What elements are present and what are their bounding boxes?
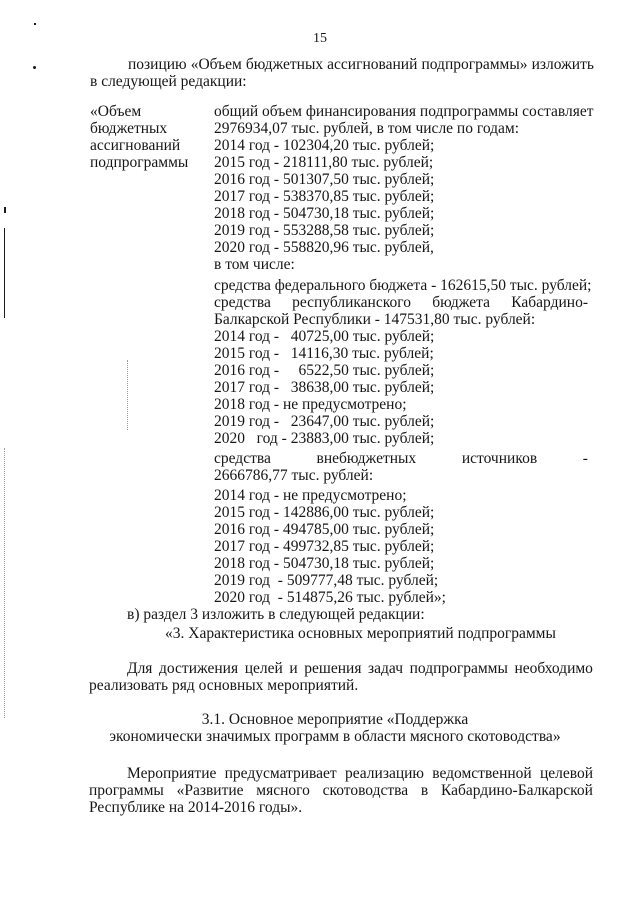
word: в (420, 782, 429, 799)
word: и (289, 660, 298, 677)
extra-year-row: 2017 год - 499732,85 тыс. рублей; (214, 538, 435, 555)
para2-line-3: Республике на 2014-2016 годы». (89, 799, 303, 816)
funding-year-row: 2018 год - 504730,18 тыс. рублей; (214, 205, 435, 222)
scan-mark (4, 207, 6, 213)
word: целевой (539, 765, 593, 782)
word: целей (244, 660, 283, 677)
extra-year-row: 2016 год - 494785,00 тыс. рублей; (214, 521, 435, 538)
funding-year-row: 2017 год - 538370,85 тыс. рублей; (214, 188, 435, 205)
word: скотоводства (322, 782, 409, 799)
word: достижения (159, 660, 239, 677)
intro-line-1 (128, 56, 594, 73)
word: необходимо (514, 660, 593, 677)
republic-budget-line-1 (214, 294, 588, 311)
word: позицию (128, 56, 187, 73)
republic-year-row: 2019 год - 23647,00 тыс. рублей; (214, 413, 435, 430)
scan-mark (33, 66, 36, 69)
word: Мероприятие (127, 765, 217, 782)
word: республиканского (292, 294, 411, 311)
word: решения (304, 660, 362, 677)
scan-mark (4, 228, 5, 318)
scan-mark (127, 360, 128, 430)
extra-year-row: 2019 год - 509777,48 тыс. рублей; (214, 572, 439, 589)
word: «Развитие (176, 782, 244, 799)
passport-label-line: «Объем (90, 103, 142, 120)
subsection-heading-line-2: экономически значимых программ в области мясного скотоводства» (109, 728, 561, 745)
republic-budget-line-2: Балкарской Республики - 147531,80 тыс. рублей: (214, 311, 536, 328)
word: изложить (531, 56, 594, 73)
word: Для (127, 660, 153, 677)
funding-year-row: 2014 год - 102304,20 тыс. рублей; (214, 137, 435, 154)
republic-year-row: 2015 год - 14116,30 тыс. рублей; (214, 345, 434, 362)
extra-budget-line-2: 2666786,77 тыс. рублей: (214, 467, 374, 484)
funding-year-row: 2016 год - 501307,50 тыс. рублей; (214, 171, 435, 188)
republic-year-row: 2020 год - 23883,00 тыс. рублей; (214, 430, 435, 447)
word: задач (368, 660, 403, 677)
funding-total-line-2: 2976934,07 тыс. рублей, в том числе по годам: (214, 120, 520, 137)
page-number: 15 (313, 31, 327, 46)
federal-budget-line: средства федерального бюджета - 162615,50 тыс. рублей; (214, 277, 592, 294)
word: источников (461, 450, 538, 467)
word: бюджетных (245, 56, 324, 73)
extra-year-row: 2020 год - 514875,26 тыс. рублей»; (214, 589, 446, 606)
word: мясного (256, 782, 310, 799)
word: «Объем (190, 56, 242, 73)
word: предусматривает (224, 765, 337, 782)
passport-label-line: ассигнований (90, 137, 181, 154)
word: программы (89, 782, 164, 799)
passport-label-line: бюджетных (90, 120, 168, 137)
word: реализацию (344, 765, 424, 782)
republic-year-row: 2017 год - 38638,00 тыс. рублей; (214, 379, 435, 396)
subsection-heading-line-1: 3.1. Основное мероприятие «Поддержка (201, 711, 469, 728)
including-label: в том числе: (214, 256, 295, 273)
word: средства (214, 294, 271, 311)
funding-year-row: 2015 год - 218111,80 тыс. рублей; (214, 154, 434, 171)
funding-year-row: 2020 год - 558820,96 тыс. рублей, (214, 239, 434, 256)
word: подпрограммы (409, 660, 508, 677)
extra-year-row: 2015 год - 142886,00 тыс. рублей; (214, 504, 435, 521)
funding-total-line-1: общий объем финансирования подпрограммы составляет (214, 103, 594, 120)
section-3-title: «3. Характеристика основных мероприятий подпрограммы (165, 625, 556, 642)
extra-budget-line-1 (214, 450, 588, 467)
word: бюджета (432, 294, 491, 311)
para1-line-1 (127, 660, 593, 677)
scan-mark (4, 448, 5, 718)
word: ассигнований (327, 56, 418, 73)
republic-year-row: 2016 год - 6522,50 тыс. рублей; (214, 362, 435, 379)
word: подпрограммы» (421, 56, 528, 73)
para2-line-1 (127, 765, 593, 782)
republic-year-row: 2014 год - 40725,00 тыс. рублей; (214, 328, 435, 345)
item-v-line: в) раздел 3 изложить в следующей редакции: (127, 606, 425, 623)
word: Кабардино- (511, 294, 588, 311)
word: ведомственной (432, 765, 532, 782)
word: средства (214, 450, 271, 467)
republic-year-row: 2018 год - не предусмотрено; (214, 396, 407, 413)
scan-mark (34, 23, 36, 25)
word: - (582, 450, 588, 467)
word: Кабардино-Балкарской (440, 782, 593, 799)
word: внебюджетных (316, 450, 417, 467)
extra-year-row: 2018 год - 504730,18 тыс. рублей; (214, 555, 435, 572)
passport-label-line: подпрограммы (90, 154, 189, 171)
funding-year-row: 2019 год - 553288,58 тыс. рублей; (214, 222, 435, 239)
para1-line-2: реализовать ряд основных мероприятий. (89, 677, 359, 694)
extra-year-row: 2014 год - не предусмотрено; (214, 487, 407, 504)
para2-line-2 (89, 782, 593, 799)
intro-line-2: в следующей редакции: (90, 73, 247, 90)
